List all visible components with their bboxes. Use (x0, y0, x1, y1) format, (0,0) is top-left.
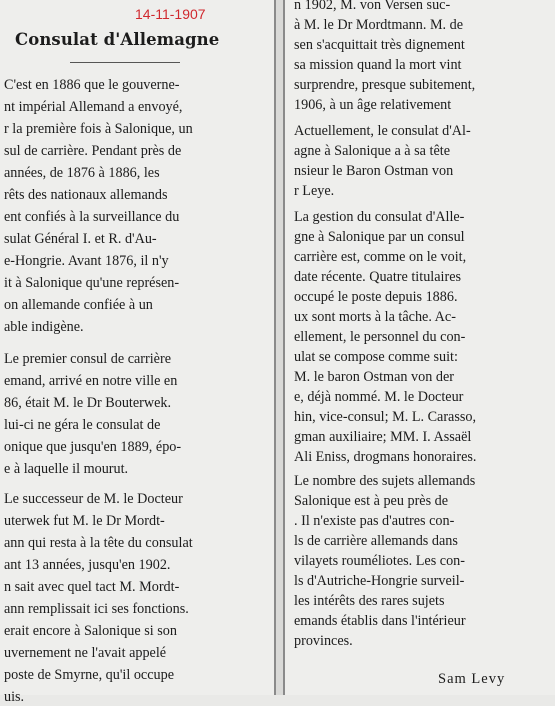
text-line: les intérêts des rares sujets (294, 593, 445, 609)
text-line: uis. (4, 689, 25, 705)
text-line: Actuellement, le consulat d'Al- (294, 123, 471, 139)
text-line: ls d'Autriche-Hongrie surveil- (294, 573, 465, 589)
text-line: nsieur le Baron Ostman von (294, 163, 454, 179)
text-line: ls de carrière allemands dans (294, 533, 458, 549)
text-line: gman auxiliaire; MM. I. Assaël (294, 429, 472, 445)
text-line: à M. le Dr Mordtmann. M. de (294, 17, 464, 33)
signature: Sam Levy (438, 671, 506, 687)
text-line: carrière est, comme on le voit, (294, 249, 467, 265)
text-line: gne à Salonique par un consul (294, 229, 465, 245)
text-line: r la première fois à Salonique, un (4, 121, 193, 137)
text-line: occupé le poste depuis 1886. (294, 289, 458, 305)
text-line: e-Hongrie. Avant 1876, il n'y (4, 253, 169, 269)
text-line: ant 13 années, jusqu'en 1902. (4, 557, 171, 573)
text-line: Ali Eniss, drogmans honoraires. (294, 449, 477, 465)
text-line: on allemande confiée à un (4, 297, 153, 313)
text-line: ulat se compose comme suit: (294, 349, 458, 365)
text-line: sen s'acquittait très dignement (294, 37, 465, 53)
text-line: uterwek fut M. le Dr Mordt- (4, 513, 165, 529)
text-line: ann remplissait ici ses fonctions. (4, 601, 189, 617)
text-line: it à Salonique qu'une représen- (4, 275, 180, 291)
text-line: Le successeur de M. le Docteur (4, 491, 183, 507)
text-line: date récente. Quatre titulaires (294, 269, 462, 285)
text-line: . Il n'existe pas d'autres con- (294, 513, 455, 529)
column-gutter (274, 0, 285, 695)
text-line: nt impérial Allemand a envoyé, (4, 99, 183, 115)
text-line: ux sont morts à la tâche. Ac- (294, 309, 456, 325)
text-line: C'est en 1886 que le gouverne- (4, 77, 180, 93)
text-line: agne à Salonique a à sa tête (294, 143, 450, 159)
text-line: onique que jusqu'en 1889, épo- (4, 439, 182, 455)
headline-rule (70, 62, 180, 63)
text-line: surprendre, presque subitement, (294, 77, 476, 93)
text-line: hin, vice-consul; M. L. Carasso, (294, 409, 477, 425)
text-line: n 1902, M. von Versen suc- (294, 0, 451, 13)
text-line: Le premier consul de carrière (4, 351, 172, 367)
left-column (0, 0, 272, 705)
text-line: n sait avec quel tact M. Mordt- (4, 579, 180, 595)
text-line: emands établis dans l'intérieur (294, 613, 466, 629)
text-line: e à laquelle il mourut. (4, 461, 129, 477)
text-line: sulat Général I. et R. d'Au- (4, 231, 157, 247)
date-stamp: 14-11-1907 (135, 6, 206, 22)
text-line: erait encore à Salonique si son (4, 623, 177, 639)
text-line: e, déjà nommé. M. le Docteur (294, 389, 464, 405)
text-line: Le nombre des sujets allemands (294, 473, 476, 489)
text-line: ann qui resta à la tête du consulat (4, 535, 193, 551)
text-line: lui-ci ne géra le consulat de (4, 417, 161, 433)
text-line: La gestion du consulat d'Alle- (294, 209, 465, 225)
text-line: r Leye. (294, 183, 335, 199)
text-line: vilayets rouméliotes. Les con- (294, 553, 465, 569)
text-line: années, de 1876 à 1886, les (4, 165, 160, 181)
text-line: rêts des nationaux allemands (4, 187, 168, 203)
text-line: Salonique est à peu près de (294, 493, 449, 509)
text-line: ellement, le personnel du con- (294, 329, 466, 345)
text-line: poste de Smyrne, qu'il occupe (4, 667, 175, 683)
text-line: emand, arrivé en notre ville en (4, 373, 178, 389)
text-line: able indigène. (4, 319, 84, 335)
text-line: uvernement ne l'avait appelé (4, 645, 167, 661)
text-line: ent confiés à la surveillance du (4, 209, 180, 225)
text-line: 86, était M. le Dr Bouterwek. (4, 395, 172, 411)
text-line: 1906, à un âge relativement (294, 97, 452, 113)
text-line: provinces. (294, 633, 353, 649)
text-line: sul de carrière. Pendant près de (4, 143, 182, 159)
text-line: M. le baron Ostman von der (294, 369, 454, 385)
text-line: sa mission quand la mort vint (294, 57, 462, 73)
right-column (287, 0, 555, 695)
headline: Consulat d'Allemagne (15, 30, 220, 49)
